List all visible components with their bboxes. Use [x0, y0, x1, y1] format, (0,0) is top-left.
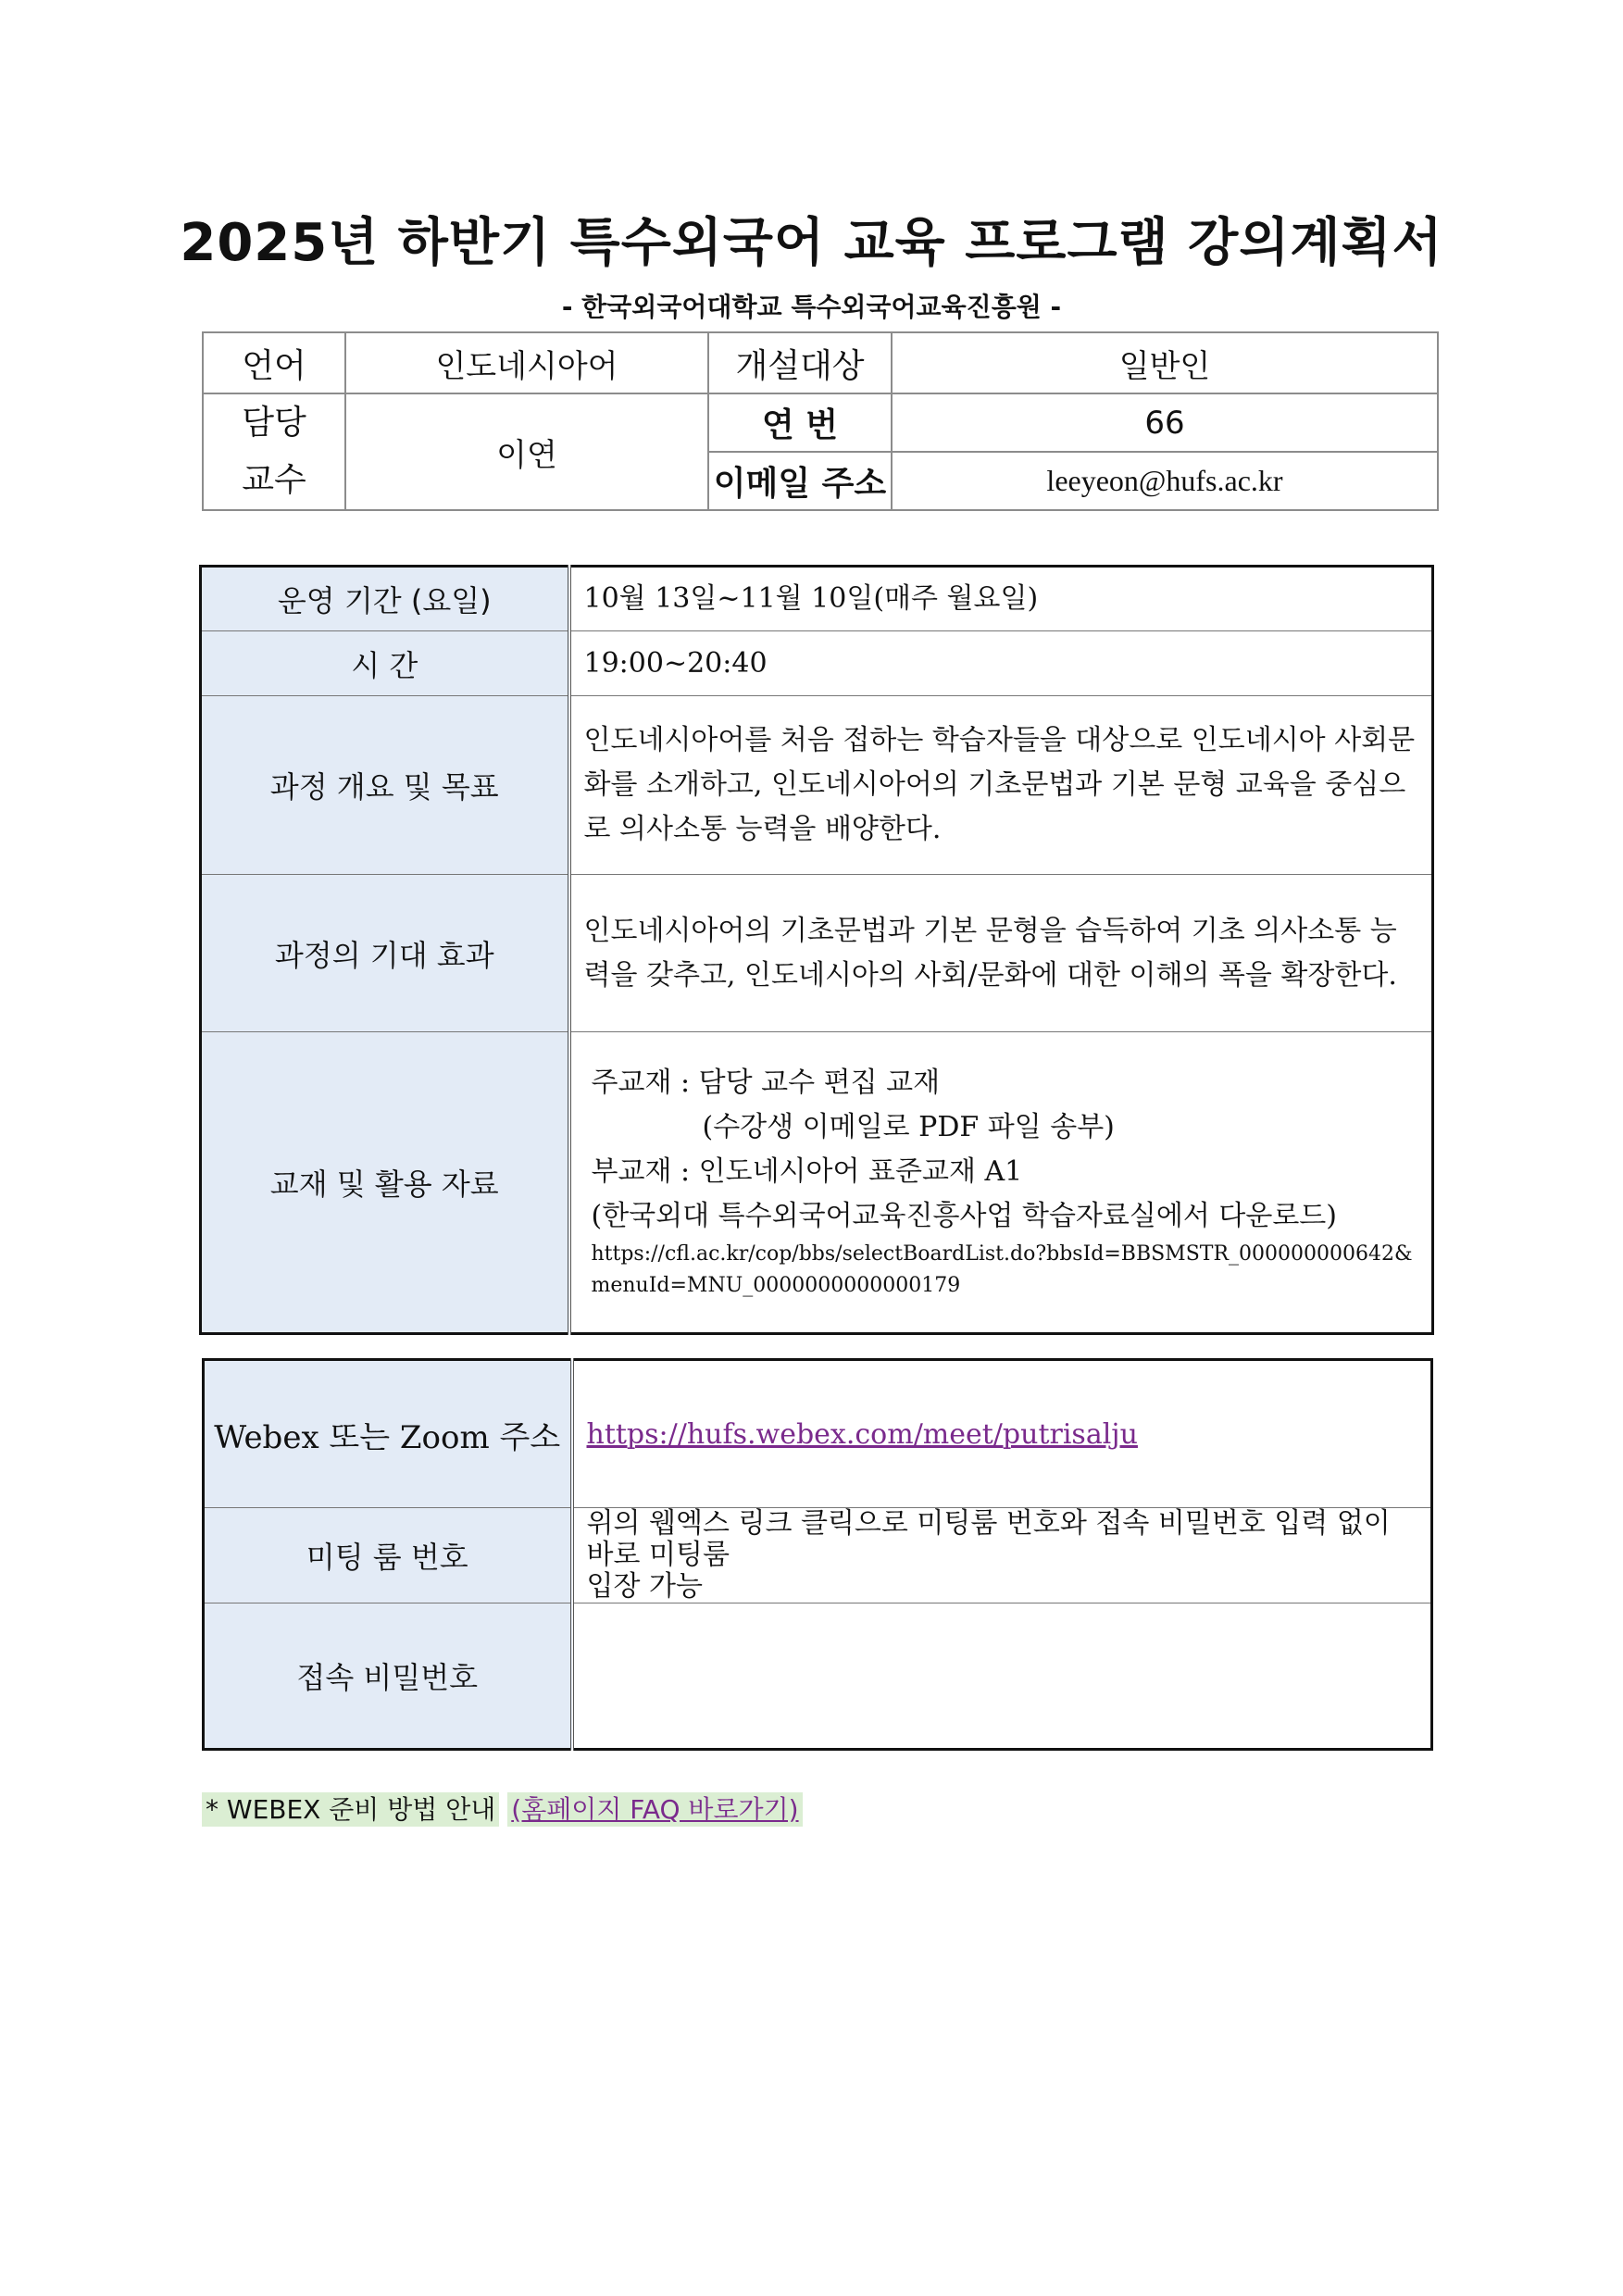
time-value: 19:00~20:40 [569, 631, 1433, 696]
meeting-table [202, 1358, 1433, 1751]
materials-url-line-1[interactable]: https://cfl.ac.kr/cop/bbs/selectBoardList.do?bbsId=BBSMSTR_000000000642& [591, 1242, 1413, 1266]
meeting-room-value [572, 1508, 1432, 1603]
language-label: 언어 [203, 332, 345, 393]
target-value: 일반인 [892, 332, 1438, 393]
number-value: 66 [892, 393, 1438, 452]
meeting-url-label: Webex 또는 Zoom 주소 [204, 1360, 572, 1508]
overview-line: 로 의사소통 능력을 배양한다. [583, 813, 942, 845]
webex-guide-note [202, 1790, 803, 1827]
password-label: 접속 비밀번호 [204, 1603, 572, 1750]
overview-value [569, 696, 1433, 875]
page-title: 2025년 하반기 특수외국어 교육 프로그램 강의계획서 [180, 213, 1443, 273]
email-label: 이메일 주소 [708, 452, 892, 510]
meeting-url-link[interactable]: https://hufs.webex.com/meet/putrisalju [586, 1417, 1138, 1451]
period-value: 10월 13일~11월 10일(매주 월요일) [569, 567, 1433, 631]
materials-label: 교재 및 활용 자료 [201, 1032, 569, 1334]
overview-line: 인도네시아어를 처음 접하는 학습자들을 대상으로 인도네시아 사회문 [583, 724, 1416, 756]
meeting-room-line-2: 입장 가능 [586, 1570, 703, 1603]
effect-label: 과정의 기대 효과 [201, 875, 569, 1032]
sub-textbook: 부교재 : 인도네시아어 표준교재 A1 [591, 1155, 1023, 1188]
materials-url-line-2[interactable]: menuId=MNU_0000000000000179 [591, 1274, 961, 1297]
time-label: 시 간 [201, 631, 569, 696]
course-table [199, 565, 1434, 1335]
meeting-room-label: 미팅 룸 번호 [204, 1508, 572, 1603]
period-label: 운영 기간 (요일) [201, 567, 569, 631]
page-subtitle: - 한국외국어대학교 특수외국어교육진흥원 - [561, 292, 1062, 322]
webex-guide-text: * WEBEX 준비 방법 안내 [202, 1792, 499, 1827]
meeting-url-cell [572, 1360, 1432, 1508]
overview-label: 과정 개요 및 목표 [201, 696, 569, 875]
professor-value: 이연 [345, 393, 708, 510]
effect-line: 력을 갖추고, 인도네시아의 사회/문화에 대한 이해의 폭을 확장한다. [583, 958, 1397, 992]
effect-value [569, 875, 1433, 1032]
main-textbook-note: (수강생 이메일로 PDF 파일 송부) [702, 1111, 1115, 1143]
faq-link[interactable]: (홈페이지 FAQ 바로가기) [507, 1792, 802, 1827]
email-value: leeyeon@hufs.ac.kr [892, 452, 1438, 510]
number-label: 연 번 [708, 393, 892, 452]
effect-line: 인도네시아어의 기초문법과 기본 문형을 습득하여 기초 의사소통 능 [583, 914, 1397, 947]
language-value: 인도네시아어 [345, 332, 708, 393]
info-table [202, 331, 1439, 511]
materials-value [569, 1032, 1433, 1334]
professor-label-line-2: 교수 [242, 461, 306, 499]
target-label: 개설대상 [708, 332, 892, 393]
password-value [572, 1603, 1432, 1750]
overview-line: 화를 소개하고, 인도네시아어의 기초문법과 기본 문형 교육을 중심으 [583, 768, 1406, 801]
professor-label [203, 393, 345, 510]
meeting-room-line-1: 위의 웹엑스 링크 클릭으로 미팅룸 번호와 접속 비밀번호 입력 없이 바로 미팅룸 [586, 1507, 1391, 1571]
professor-label-line-1: 담당 [242, 404, 306, 442]
main-textbook: 주교재 : 담당 교수 편집 교재 [591, 1067, 941, 1099]
sub-textbook-note: (한국외대 특수외국어교육진흥사업 학습자료실에서 다운로드) [591, 1200, 1337, 1232]
